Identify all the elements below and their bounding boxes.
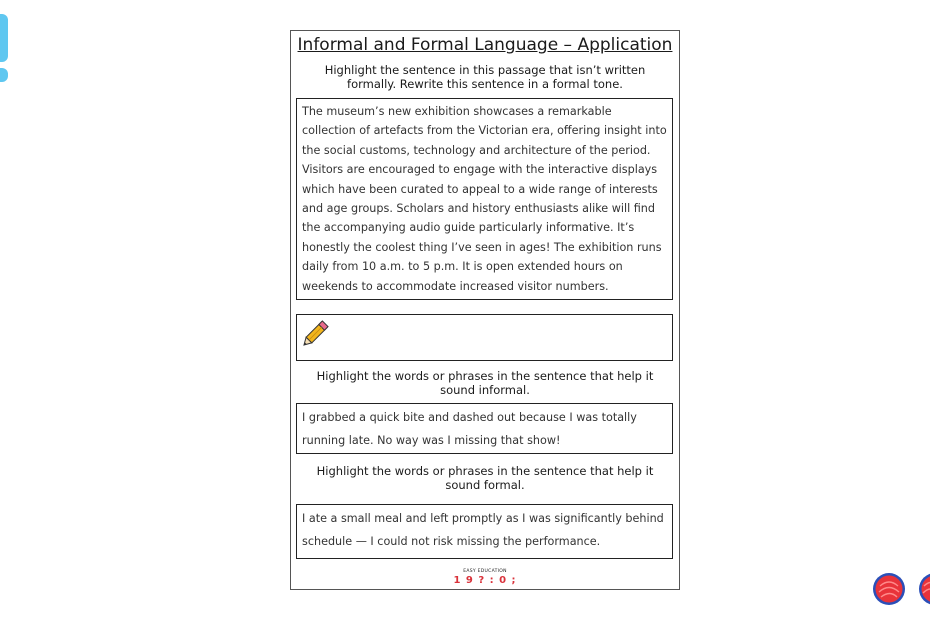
passage-box — [296, 98, 673, 300]
instruction-highlight-informal-sentence: Highlight the sentence in this passage that isn’t written formally. Rewrite this sentence in a formal tone. — [324, 63, 646, 91]
logo-small-text: EASY EDUCATION — [463, 569, 507, 574]
informal-sentence-box — [296, 403, 673, 454]
instruction-highlight-informal-words: Highlight the words or phrases in the sentence that help it sound informal. — [316, 369, 654, 397]
worksheet — [290, 30, 680, 590]
red-scribble-dot-icon[interactable] — [872, 572, 906, 606]
corner-exclamation-mark — [0, 14, 8, 82]
publisher-logo — [291, 569, 679, 586]
formal-sentence-box — [296, 504, 673, 559]
informal-sentence-text: I grabbed a quick bite and dashed out because I was totally running late. No way was I missing that show! — [302, 411, 637, 447]
pencil-icon — [298, 315, 334, 351]
worksheet-title: Informal and Formal Language – Application — [297, 35, 673, 55]
rewrite-answer-box[interactable] — [296, 314, 673, 361]
instruction-highlight-formal-words: Highlight the words or phrases in the sentence that help it sound formal. — [316, 464, 654, 492]
formal-sentence-text: I ate a small meal and left promptly as I was significantly behind schedule — I could not risk missing the performance. — [302, 512, 664, 548]
passage-text: The museum’s new exhibition showcases a remarkable collection of artefacts from the Victorian era, offering insight into the social customs, technology and architecture of the period. Visitors are encouraged to engage with the interactive displays which have been curated to appeal to a wide range of interests and age groups. Scholars and history enthusiasts alike will find the accompanying audio guide particularly informative. It’s honestly the coolest thing I’ve seen in ages! The exhibition runs daily from 10 a.m. to 5 p.m. It is open extended hours on weekends to accommodate increased visitor numbers. — [302, 105, 667, 293]
red-scribble-dot-icon-partial[interactable] — [918, 572, 930, 606]
logo-big-text: 1 9 ? : 0 ; — [453, 575, 517, 586]
